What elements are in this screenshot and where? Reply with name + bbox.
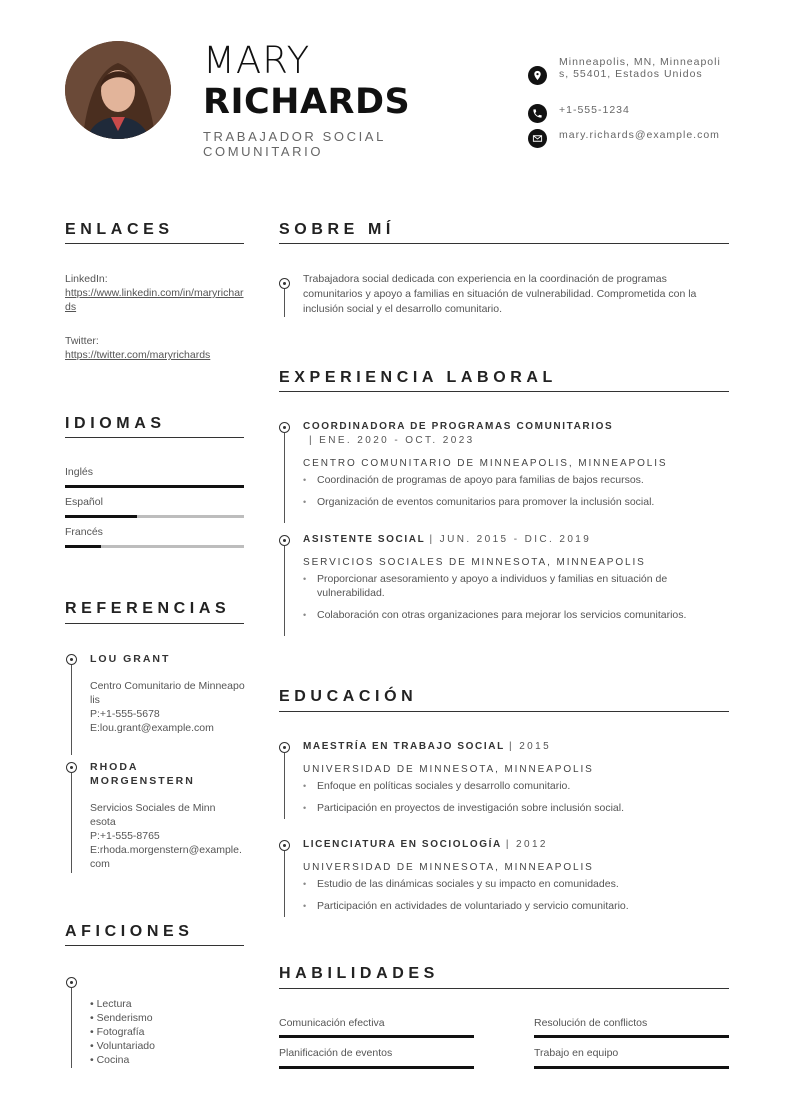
education-institution: UNIVERSIDAD DE MINNESOTA, MINNEAPOLIS (303, 862, 594, 873)
hobby-item: • Voluntariado (90, 1040, 155, 1052)
experience-timeline-line (284, 433, 285, 523)
hobbies-timeline-line (71, 988, 72, 1068)
job-bullet-item: • Organización de eventos comunitarios para promover la inclusión social. (303, 495, 723, 509)
first-name: MARY (203, 39, 311, 82)
job-title: TRABAJADOR SOCIAL COMUNITARIO (203, 129, 386, 159)
job-bullet-item: • Proporcionar asesoramiento y apoyo a individuos y familias en situación de vulnerabilidad. (303, 572, 723, 600)
hobbies-divider (65, 945, 244, 946)
education-divider (279, 711, 729, 712)
email-text: mary.richards@example.com (559, 129, 720, 141)
languages-heading: IDIOMAS (65, 415, 166, 432)
degree-date: | 2012 (505, 839, 548, 850)
reference-bullet (66, 654, 77, 665)
skill-bar (279, 1066, 474, 1069)
skills-heading: HABILIDADES (279, 965, 439, 982)
reference-email: E:rhoda.morgenstern@example.com (90, 844, 242, 870)
language-level-bar (65, 485, 244, 488)
twitter-label: Twitter: (65, 335, 99, 347)
linkedin-link[interactable]: https://www.linkedin.com/in/maryrichards (65, 287, 244, 313)
skill-label: Comunicación efectiva (279, 1017, 385, 1029)
hobby-item: • Cocina (90, 1054, 130, 1066)
job-bullet-item: • Colaboración con otras organizaciones para mejorar los servicios comunitarios. (303, 608, 723, 622)
education-header (303, 838, 548, 852)
about-heading: SOBRE MÍ (279, 221, 395, 238)
hobby-item: • Fotografía (90, 1026, 145, 1038)
job-role: ASISTENTE SOCIAL (303, 534, 426, 545)
education-heading: EDUCACIÓN (279, 688, 418, 705)
hobbies-bullet (66, 977, 77, 988)
education-bullet (279, 742, 290, 753)
twitter-link[interactable]: https://twitter.com/maryrichards (65, 349, 211, 361)
last-name: RICHARDS (203, 82, 411, 122)
language-level-bar (65, 515, 244, 518)
skill-bar (279, 1035, 474, 1038)
skill-label: Planificación de eventos (279, 1047, 393, 1059)
education-timeline-line (284, 851, 285, 917)
contact-phone (528, 104, 721, 123)
experience-divider (279, 391, 729, 392)
education-bullet (279, 840, 290, 851)
experience-timeline-line (284, 546, 285, 636)
languages-divider (65, 437, 244, 438)
map-pin-icon (528, 66, 547, 85)
address-text: Minneapolis, MN, Minneapolis, 55401, Estados Unidos (559, 56, 721, 80)
job-date-text: | ENE. 2020 - OCT. 2023 (309, 435, 475, 446)
hobbies-heading: AFICIONES (65, 923, 194, 940)
links-divider (65, 243, 244, 244)
contact-address (528, 57, 721, 85)
education-institution: UNIVERSIDAD DE MINNESOTA, MINNEAPOLIS (303, 764, 594, 775)
phone-text: +1-555-1234 (559, 104, 630, 116)
education-bullet-item: • Enfoque en políticas sociales y desarrollo comunitario. (303, 779, 723, 793)
envelope-icon (528, 129, 547, 148)
about-divider (279, 243, 729, 244)
reference-phone: P:+1-555-8765 (90, 830, 160, 842)
contact-email (528, 129, 721, 148)
language-level-fill (65, 485, 244, 488)
job-role: COORDINADORA DE PROGRAMAS COMUNITARIOS (303, 421, 614, 432)
reference-timeline-line (71, 773, 72, 873)
language-label: Inglés (65, 466, 94, 478)
language-level-bar (65, 545, 244, 548)
job-bullet-item: • Coordinación de programas de apoyo para familias de bajos recursos. (303, 473, 723, 487)
education-timeline-line (284, 753, 285, 819)
phone-icon (528, 104, 547, 123)
skill-label: Trabajo en equipo (534, 1047, 619, 1059)
links-heading: ENLACES (65, 221, 174, 238)
about-bullet (279, 278, 290, 289)
job-organization: CENTRO COMUNITARIO DE MINNEAPOLIS, MINNEAPOLIS (303, 458, 668, 469)
education-bullet-item: • Participación en actividades de voluntariado y servicio comunitario. (303, 899, 723, 913)
job-date-text: | JUN. 2015 - DIC. 2019 (429, 534, 592, 545)
about-text: Trabajadora social dedicada con experiencia en la coordinación de programas comunitarios y apoyo a familias en situación de vulnerabilidad. Comprometida con la inclusión social y el desarrollo comunitario. (303, 273, 697, 315)
degree-date: | 2015 (509, 741, 552, 752)
job-organization: SERVICIOS SOCIALES DE MINNESOTA, MINNEAPOLIS (303, 557, 646, 568)
profile-photo-illustration (65, 41, 171, 139)
language-level-fill (65, 515, 137, 518)
skills-divider (279, 988, 729, 989)
degree-name: MAESTRÍA EN TRABAJO SOCIAL (303, 741, 505, 752)
reference-org: Servicios Sociales de Minnesota (90, 802, 216, 828)
reference-timeline-line (71, 665, 72, 755)
language-label: Francés (65, 526, 103, 538)
education-bullet-item: • Estudio de las dinámicas sociales y su impacto en comunidades. (303, 877, 723, 891)
hobby-item: • Senderismo (90, 1012, 153, 1024)
hobby-item: • Lectura (90, 998, 132, 1010)
about-timeline-line (284, 289, 285, 317)
references-divider (65, 623, 244, 624)
reference-email: E:lou.grant@example.com (90, 722, 214, 734)
experience-heading: EXPERIENCIA LABORAL (279, 369, 557, 386)
references-heading: REFERENCIAS (65, 600, 231, 617)
reference-org: Centro Comunitario de Minneapolis (90, 680, 245, 706)
reference-phone: P:+1-555-5678 (90, 708, 160, 720)
linkedin-label: LinkedIn: (65, 273, 108, 285)
profile-photo (65, 41, 171, 139)
experience-bullet (279, 535, 290, 546)
experience-bullet (279, 422, 290, 433)
education-bullet-item: • Participación en proyectos de investigación sobre inclusión social. (303, 801, 723, 815)
skill-bar (534, 1035, 729, 1038)
degree-name: LICENCIATURA EN SOCIOLOGÍA (303, 839, 502, 850)
reference-bullet (66, 762, 77, 773)
reference-name: LOU GRANT (90, 653, 171, 665)
reference-name: RHODA MORGENSTERN (90, 761, 195, 787)
job-date (309, 434, 475, 448)
language-label: Español (65, 496, 103, 508)
language-level-fill (65, 545, 101, 548)
education-header (303, 740, 551, 754)
skill-label: Resolución de conflictos (534, 1017, 648, 1029)
job-header (303, 533, 591, 547)
skill-bar (534, 1066, 729, 1069)
